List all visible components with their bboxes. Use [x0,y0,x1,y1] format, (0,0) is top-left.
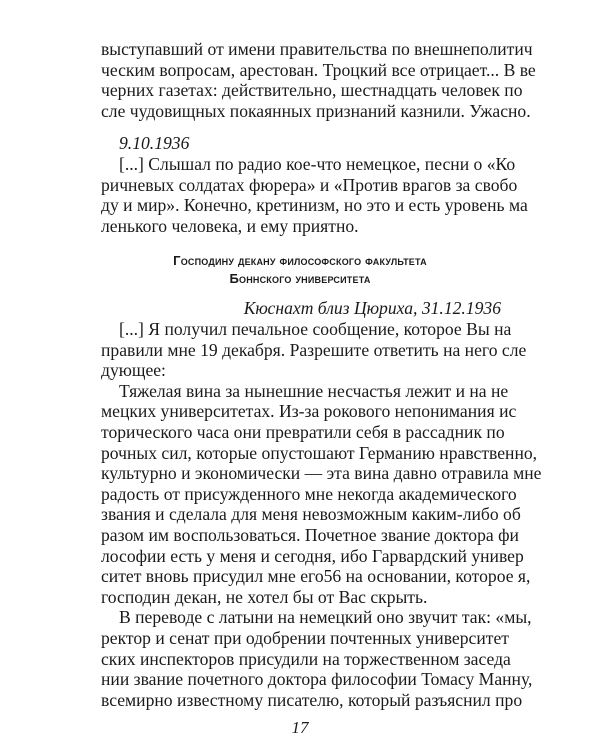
text-line: ческим вопросам, арестован. Троцкий все отрицает... В ве [101,59,536,80]
text-line: черних газетах: действительно, шестнадцать человек по [101,80,523,101]
text-line: рочных сил, которые опустошают Германию нравственно, [101,442,538,463]
text-line: нии звание почетного доктора философии Томасу Манну, [101,669,533,690]
entry-date: 9.10.1936 [119,133,190,154]
text-line: господин декан, не хотел бы от Вас скрыть. [101,586,428,607]
text-line: звания и сделала для меня невозможным каким-либо об [101,504,521,525]
text-line: разом им воспользоваться. Почетное звание доктора фи [101,525,519,545]
text-line: [...] Я получил печальное сообщение, которое Вы на [119,319,512,339]
text-line: дующее: [101,360,166,381]
text-line: мецких университетах. Из-за рокового непонимания ис [101,401,517,422]
text-line: В переводе с латыни на немецкий оно звучит так: «мы, [119,607,532,628]
text-line: радость от присужденного мне некогда академического [101,483,517,504]
page-number: 17 [291,718,309,738]
text-line: всемирно известному писателю, который разъяснил про [101,689,523,710]
text-line: культурно и экономически — эта вина давно отравила мне [101,463,542,484]
text-line: выступавший от имени правительства по внешнеполитич [101,39,533,59]
text-line: ду и мир». Конечно, кретинизм, но это и есть уровень ма [101,195,528,216]
text-line: правили мне 19 декабря. Разрешите ответить на него сле [101,339,527,360]
text-line: ричневых солдатах фюрера» и «Против врагов за свобо [101,174,518,195]
text-line: лософии есть у меня и сегодня, ибо Гарвардский универ [101,545,524,566]
letter-heading-line-2: Боннского университета [229,271,371,287]
text-line: торического часа они превратили себя в рассадник по [101,422,505,442]
text-line: ских инспекторов присудили на торжественном заседа [101,648,511,669]
text-line: ректор и сенат при одобрении почтенных университет [101,628,509,648]
text-line: ситет вновь присудил мне его56 на основании, которое я, [101,566,531,587]
text-line: Тяжелая вина за нынешние несчастья лежит и на не [119,380,509,401]
letter-heading-line-1: Господину декану философского факультета [173,253,427,269]
text-line: [...] Слышал по радио кое-что немецкое, песни о «Ко [119,154,516,174]
text-line: сле чудовищных покаянных признаний казнили. Ужасно. [101,100,531,121]
letter-place-date: Кюснахт близ Цюриха, 31.12.1936 [243,298,501,319]
text-line: ленького человека, и ему приятно. [101,215,359,236]
